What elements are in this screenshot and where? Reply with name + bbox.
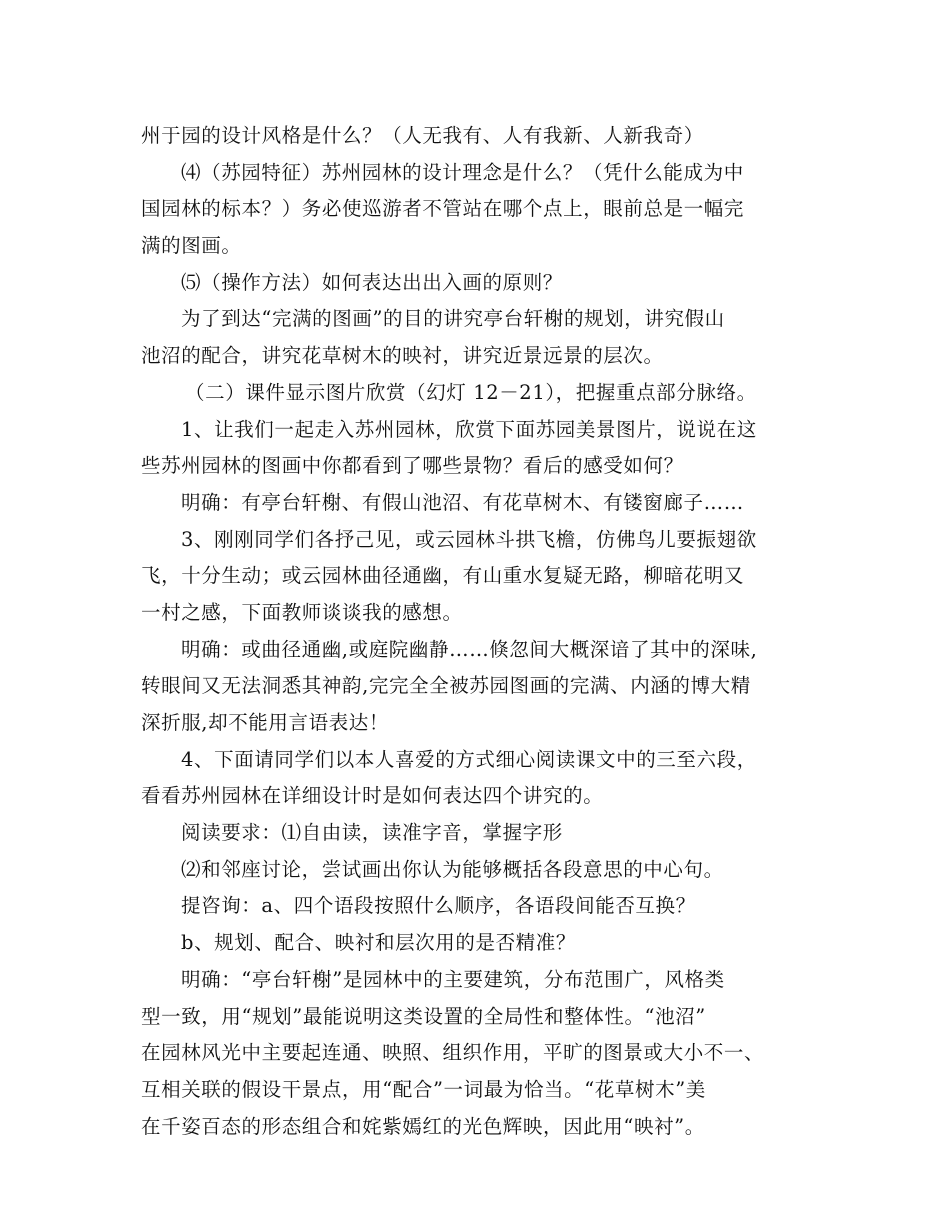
text-line: 型一致，用“规划”最能说明这类设置的全局性和整体性。“池沼”	[141, 1004, 706, 1028]
text-line: 国园林的标本？）务必使巡游者不管站在哪个点上，眼前总是一幅完	[141, 197, 745, 221]
text-line: 州于园的设计风格是什么？（人无我有、人有我新、人新我奇）	[141, 124, 704, 147]
text-line: 飞，十分生动；或云园林曲径通幽，有山重水复疑无路，柳暗花明又	[141, 564, 745, 588]
text-line: b、规划、配合、映衬和层次用的是否精准？	[181, 931, 576, 955]
text-line: 一村之感，下面教师谈谈我的感想。	[141, 600, 463, 624]
text-line: 看看苏州园林在详细设计时是如何表达四个讲究的。	[141, 784, 604, 808]
text-line: 4、下面请同学们以本人喜爱的方式细心阅读课文中的三至六段，	[181, 747, 757, 771]
text-line: 1、让我们一起走入苏州园林，欣赏下面苏园美景图片，说说在这	[181, 417, 757, 441]
text-line: 明确：或曲径通幽,或庭院幽静……倏忽间大概深谙了其中的深味,	[181, 637, 758, 661]
text-line: 互相关联的假设干景点，用“配合”一词最为恰当。“花草树木”美	[141, 1077, 706, 1101]
section-heading: （二）课件显示图片欣赏（幻灯 12－21），把握重点部分脉络。	[185, 380, 757, 404]
text-line: 阅读要求：⑴自由读，读准字音，掌握字形	[181, 821, 563, 845]
document-body	[141, 118, 821, 1145]
text-line: 在园林风光中主要起连通、映照、组织作用，平旷的图景或大小不一、	[141, 1041, 765, 1065]
text-line: 深折服,却不能用言语表达！	[141, 711, 389, 734]
text-line: 在千姿百态的形态组合和姹紫嫣红的光色辉映，因此用“映衬”。	[141, 1114, 705, 1138]
text-line: 为了到达“完满的图画”的目的讲究亭台轩榭的规划，讲究假山	[181, 307, 725, 331]
text-line: 些苏州园林的图画中你都看到了哪些景物？看后的感受如何？	[141, 454, 684, 478]
text-line: 3、刚刚同学们各抒己见，或云园林斗拱飞檐，仿佛鸟儿要振翅欲	[181, 527, 757, 551]
text-line: 池沼的配合，讲究花草树木的映衬，讲究近景远景的层次。	[141, 344, 664, 368]
text-line: 转眼间又无法洞悉其神韵,完完全全被苏园图画的完满、内涵的博大精	[141, 674, 751, 698]
text-line: 提咨询：a、四个语段按照什么顺序，各语段间能否互换？	[181, 894, 696, 918]
text-line: ⑵和邻座讨论，尝试画出你认为能够概括各段意思的中心句。	[181, 857, 724, 881]
text-line: ⑷（苏园特征）苏州园林的设计理念是什么？（凭什么能成为中	[181, 160, 744, 184]
text-line: 满的图画。	[141, 234, 242, 258]
text-line: 明确：有亭台轩榭、有假山池沼、有花草树木、有镂窗廊子……	[181, 490, 744, 514]
text-line: ⑸（操作方法）如何表达出出入画的原则？	[181, 270, 563, 294]
text-line: 明确：“亭台轩榭”是园林中的主要建筑，分布范围广，风格类	[181, 967, 725, 991]
